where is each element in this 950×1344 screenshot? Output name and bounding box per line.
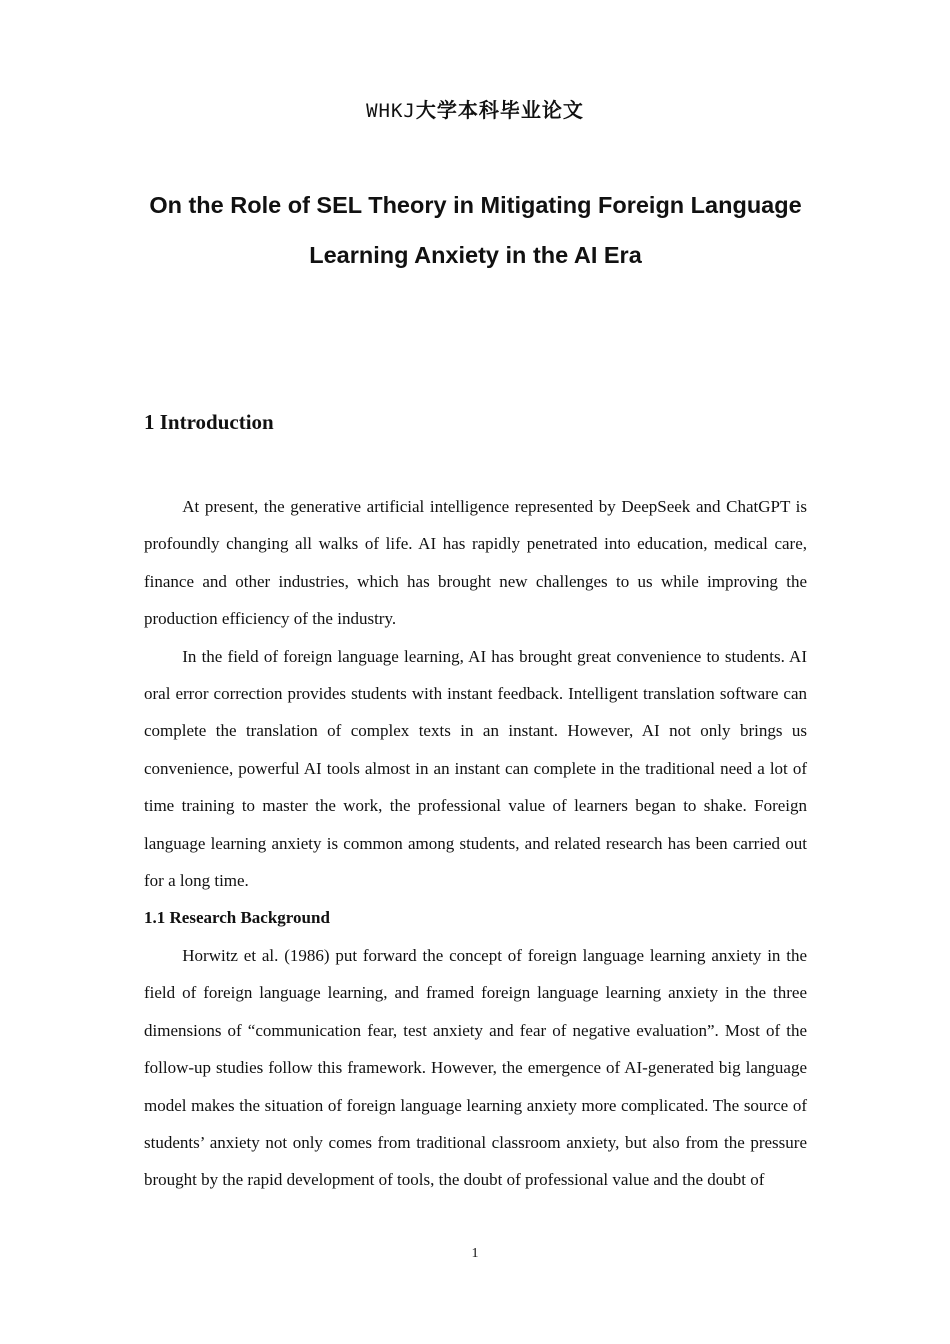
body-text — [144, 488, 807, 1199]
subsection-heading-research-background: 1.1 Research Background — [144, 908, 330, 928]
header-thesis-label: 大学本科毕业论文 — [415, 100, 584, 122]
section-heading-introduction: 1 Introduction — [144, 410, 274, 434]
paragraph-3: Horwitz et al. (1986) put forward the concept of foreign language learning anxiety in the field of foreign language learning, and framed foreign language learning anxiety in the three dimensions of “communication fear, test anxiety and fear of negative evaluation”. Most of the follow-up studies follow this framework. However, the emergence of AI-generated big language model makes the situation of foreign language learning anxiety more complicated. The source of students’ anxiety not only comes from traditional classroom anxiety, but also from the pressure brought by the rapid development of tools, the doubt of professional value and the doubt of — [144, 945, 807, 1190]
title-line-1: On the Role of SEL Theory in Mitigating Foreign Language — [149, 192, 802, 218]
thesis-title — [144, 180, 807, 280]
paragraph-1: At present, the generative artificial intelligence represented by DeepSeek and ChatGPT is profoundly changing all walks of life. AI has rapidly penetrated into education, medical care, finance and other industries, which has brought new challenges to us while improving the production efficiency of the industry. — [144, 497, 807, 629]
header-university-code: WHKJ — [366, 100, 416, 122]
title-line-2: Learning Anxiety in the AI Era — [309, 242, 642, 268]
paragraph-2: In the field of foreign language learning, AI has brought great convenience to students. AI oral error correction provides students with instant feedback. Intelligent translation software can complete the translation of complex texts in an instant. However, AI not only brings us convenience, powerful AI tools almost in an instant can complete in the traditional need a lot of time training to master the work, the professional value of learners began to shake. Foreign language learning anxiety is common among students, and related research has been carried out for a long time. — [144, 646, 807, 891]
running-header — [0, 94, 950, 123]
page-number: 1 — [471, 1246, 479, 1261]
